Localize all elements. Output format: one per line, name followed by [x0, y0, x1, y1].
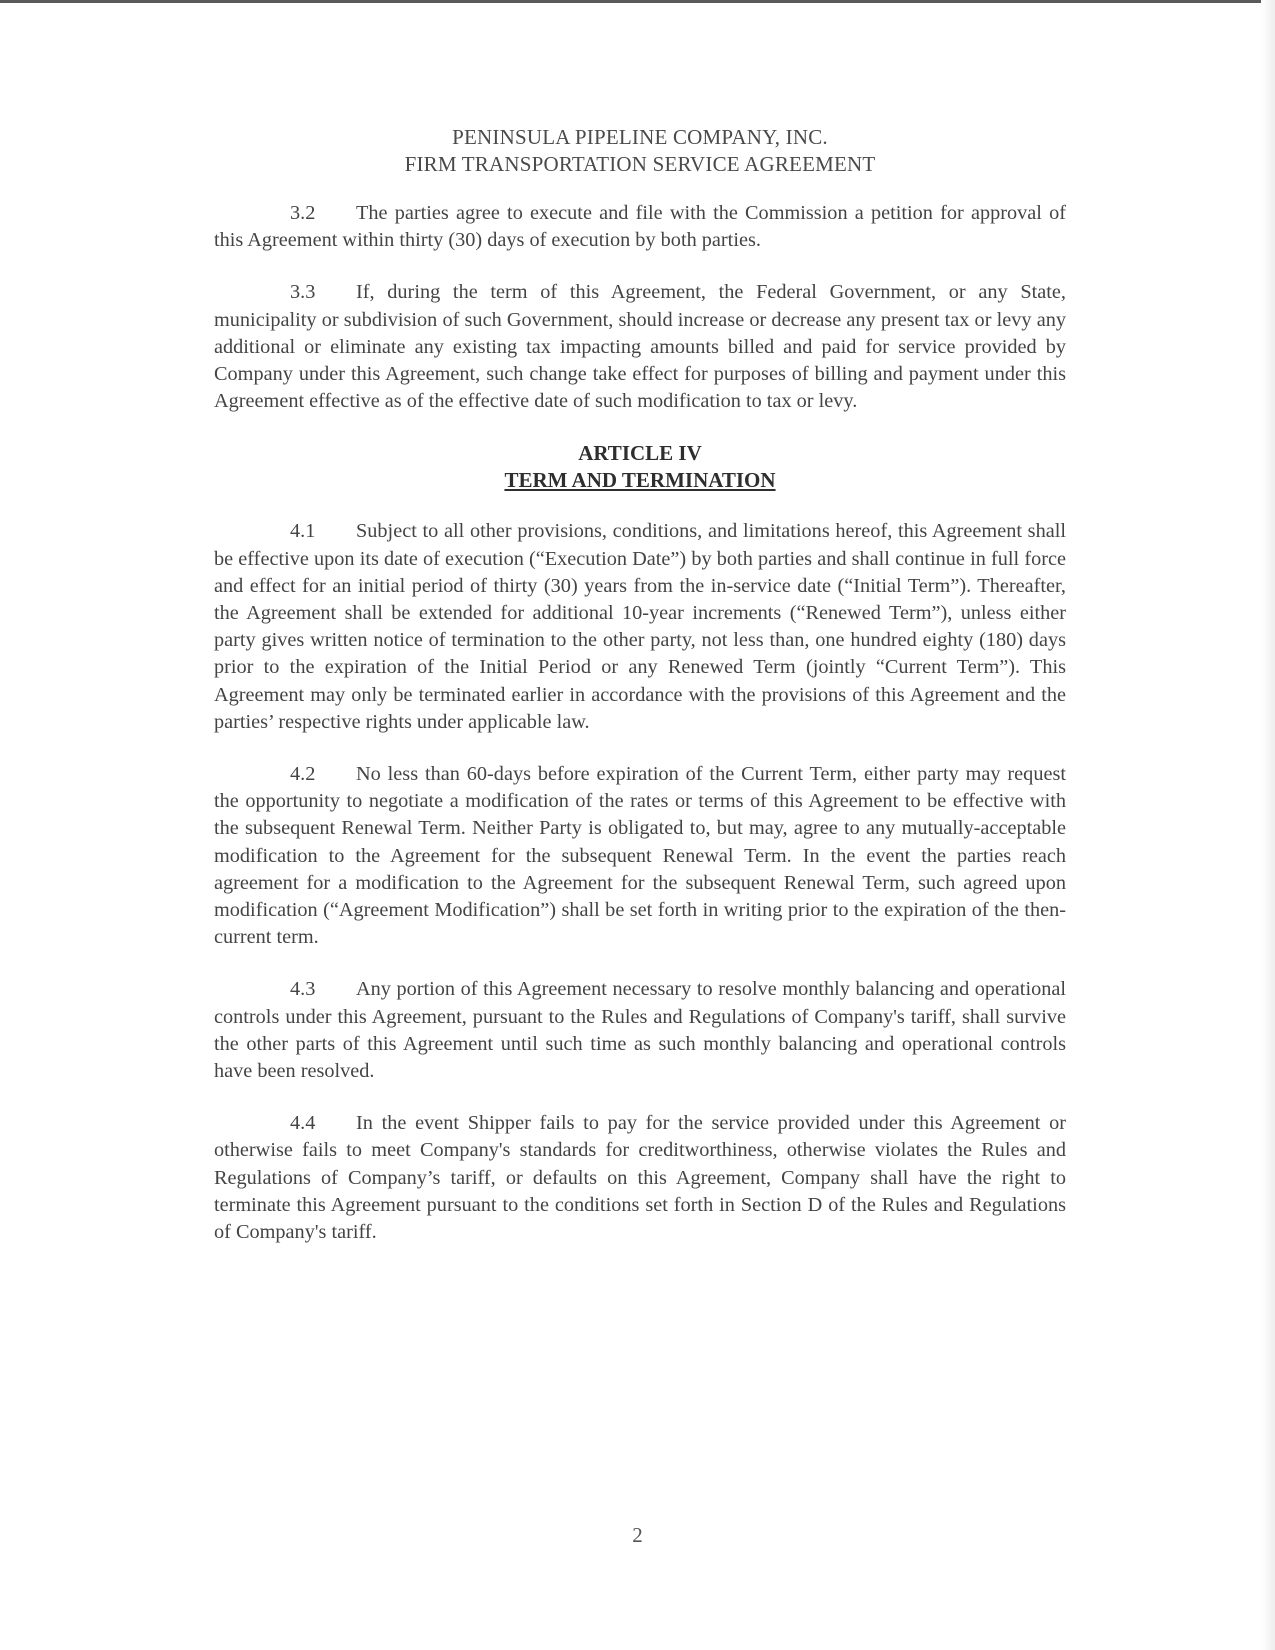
document-page: [214, 124, 1066, 1246]
section-3-2: [214, 200, 1066, 254]
section-text: Subject to all other provisions, conditions, and limitations hereof, this Agreement shall be effective upon its date of execution (“Execution Date”) by both parties and shall continue in full force and effect for an initial period of thirty (30) years from the in-service date (“Initial Term”). Thereafter, the Agreement shall be extended for additional 10-year increments (“Renewed Term”), unless either party gives written notice of termination to the other party, not less than, one hundred eighty (180) days prior to the expiration of the Initial Period or any Renewed Term (jointly “Current Term”). This Agreement may only be terminated earlier in accordance with the provisions of this Agreement and the parties’ respective rights under applicable law.: [214, 520, 1066, 733]
document-header: [214, 124, 1066, 178]
section-text: Any portion of this Agreement necessary to resolve monthly balancing and operational controls under this Agreement, pursuant to the Rules and Regulations of Company's tariff, shall survive the other parts of this Agreement until such time as such monthly balancing and operational controls have been resolved.: [214, 978, 1066, 1083]
article-heading: [214, 440, 1066, 494]
section-3-3: [214, 279, 1066, 415]
section-text: If, during the term of this Agreement, the Federal Government, or any State, municipality or subdivision of such Government, should increase or decrease any present tax or levy any additional or eliminate any existing tax impacting amounts billed and paid for service provided by Company under this Agreement, such change take effect for purposes of billing and payment under this Agreement effective as of the effective date of such modification to tax or levy.: [214, 281, 1066, 413]
section-number: 4.2: [290, 763, 316, 786]
section-number: 4.4: [290, 1112, 316, 1135]
section-number: 4.3: [290, 978, 316, 1001]
agreement-title: FIRM TRANSPORTATION SERVICE AGREEMENT: [404, 152, 876, 176]
article-subtitle: TERM AND TERMINATION: [504, 468, 776, 493]
section-4-2: [214, 761, 1066, 951]
section-4-3: [214, 976, 1066, 1085]
section-text: The parties agree to execute and file with the Commission a petition for approval of this Agreement within thirty (30) days of execution by both parties.: [214, 202, 1066, 252]
section-number: 3.2: [290, 202, 316, 224]
section-number: 3.3: [290, 281, 316, 304]
page-number: 2: [632, 1523, 643, 1547]
section-4-4: [214, 1110, 1066, 1246]
company-name: PENINSULA PIPELINE COMPANY, INC.: [452, 125, 828, 149]
section-4-1: [214, 518, 1066, 736]
scan-right-edge: [1261, 0, 1275, 1650]
scan-top-edge: [0, 0, 1275, 3]
section-number: 4.1: [290, 520, 316, 543]
article-title: ARTICLE IV: [578, 441, 702, 466]
section-text: In the event Shipper fails to pay for the service provided under this Agreement or otherwise fails to meet Company's standards for creditworthiness, otherwise violates the Rules and Regulations of Company’s tariff, or defaults on this Agreement, Company shall have the right to terminate this Agreement pursuant to the conditions set forth in Section D of the Rules and Regulations of Company's tariff.: [214, 1112, 1066, 1244]
section-text: No less than 60-days before expiration of the Current Term, either party may request the opportunity to negotiate a modification of the rates or terms of this Agreement to be effective with the subsequent Renewal Term. Neither Party is obligated to, but may, agree to any mutually-acceptable modification to the Agreement for the subsequent Renewal Term. In the event the parties reach agreement for a modification to the Agreement for the subsequent Renewal Term, such agreed upon modification (“Agreement Modification”) shall be set forth in writing prior to the expiration of the then-current term.: [214, 763, 1066, 949]
